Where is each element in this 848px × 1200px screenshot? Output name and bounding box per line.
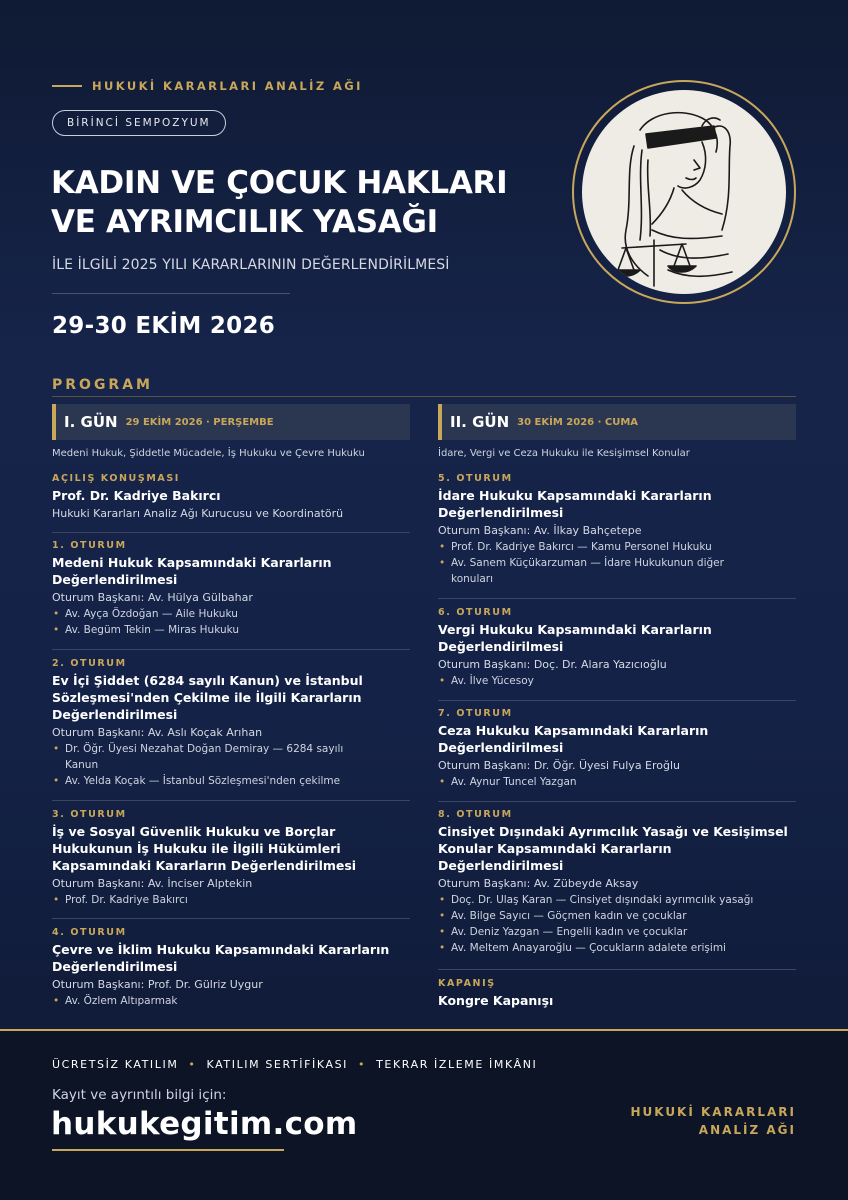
divider [52,532,410,533]
session-label: 1. OTURUM [52,540,127,551]
speaker-item: • Av. Aynur Tuncel Yazgan [438,774,796,790]
symposium-badge: BİRİNCİ SEMPOZYUM [52,110,226,136]
session-title [52,672,410,723]
brand-line: HUKUKİ KARARLARI [630,1105,796,1119]
session-chair: Oturum Başkanı: Prof. Dr. Gülriz Uygur [52,978,263,991]
session-chair: Oturum Başkanı: Av. İnciser Alptekin [52,877,253,890]
session-title [438,722,796,756]
session-title-line: Değerlendirilmesi [438,740,564,755]
closing-label: KAPANIŞ [438,978,496,989]
session-chair: Oturum Başkanı: Av. İlkay Bahçetepe [438,524,642,537]
session-title-line: Ceza Hukuku Kapsamındaki Kararların [438,723,709,738]
event-date: 29-30 EKİM 2026 [52,313,276,339]
feature-list [52,1058,537,1071]
registration-text: Kayıt ve ayrıntılı bilgi için: [52,1087,227,1103]
speaker-item: • Prof. Dr. Kadriye Bakırcı [52,892,410,908]
session-7 [438,707,796,790]
speaker-item-continued [438,571,796,587]
closing-title: Kongre Kapanışı [438,993,554,1008]
feature-item: TEKRAR İZLEME İMKÂNI [376,1058,538,1071]
session-label: 4. OTURUM [52,927,127,938]
day1-name: I. GÜN [64,413,118,431]
session-title [438,823,796,874]
day2-description: İdare, Vergi ve Ceza Hukuku ile Kesişimsel Konular [438,448,690,459]
speaker-item-text: Kanun [65,759,99,771]
day2-header [438,404,796,440]
day2-name: II. GÜN [450,413,510,431]
feature-item: ÜCRETSİZ KATILIM [52,1058,179,1071]
session-label: 2. OTURUM [52,658,127,669]
speaker-item: • Av. Ayça Özdoğan — Aile Hukuku [52,606,410,622]
brand-line: ANALİZ AĞI [698,1123,796,1137]
day1-date: 29 EKİM 2026 · PERŞEMBE [125,416,274,428]
title-line-1: KADIN VE ÇOCUK HAKLARI [51,165,508,201]
opening-role: Hukuki Kararları Analiz Ağı Kurucusu ve Koordinatörü [52,507,344,520]
session-4 [52,926,410,1009]
session-title-line: Kapsamındaki Kararların Değerlendirilmesi [52,858,357,873]
day1-header [52,404,410,440]
session-title-line: Medeni Hukuk Kapsamındaki Kararların [52,555,332,570]
org-rule [52,85,82,87]
divider [438,801,796,802]
subtitle-divider [52,293,290,294]
session-label: 8. OTURUM [438,809,513,820]
divider [438,969,796,970]
title-line-2: VE AYRIMCILIK YASAĞI [51,204,438,240]
session-title-line: Değerlendirilmesi [438,858,564,873]
session-title-line: Değerlendirilmesi [52,959,178,974]
speaker-item-continued [52,757,410,773]
session-title-line: İdare Hukuku Kapsamındaki Kararların [438,488,712,503]
speaker-item: • Av. Deniz Yazgan — Engelli kadın ve çocuklar [438,924,796,940]
opening-label: AÇILIŞ KONUŞMASI [52,473,180,484]
feature-item: KATILIM SERTİFİKASI [206,1058,349,1071]
session-title-line: Çevre ve İklim Hukuku Kapsamındaki Kararların [52,942,390,957]
session-title [52,941,410,975]
session-2 [52,657,410,789]
session-title-line: Sözleşmesi'nden Çekilme ile İlgili Kararların [52,690,362,705]
session-8 [438,808,796,956]
session-title-line: Değerlendirilmesi [52,707,178,722]
session-chair: Oturum Başkanı: Doç. Dr. Alara Yazıcıoğlu [438,658,667,671]
opening-speaker: Prof. Dr. Kadriye Bakırcı [52,488,221,503]
footer-brand [630,1103,796,1139]
session-label: 7. OTURUM [438,708,513,719]
session-label: 3. OTURUM [52,809,127,820]
session-title-line: Değerlendirilmesi [52,572,178,587]
divider [438,598,796,599]
organization-line [52,79,363,93]
speaker-item: • Dr. Öğr. Üyesi Nezahat Doğan Demiray — 6284 sayılı [52,741,410,757]
session-title-line: Değerlendirilmesi [438,505,564,520]
lady-justice-icon [582,90,786,294]
divider [438,700,796,701]
session-title-line: Hukukunun İş Hukuku ile İlgili Hükümleri [52,841,341,856]
session-title [438,621,796,655]
opening-speech [52,472,410,522]
session-title-line: Vergi Hukuku Kapsamındaki Kararların [438,622,712,637]
session-title-line: Konular Kapsamındaki Kararların [438,841,672,856]
session-chair: Oturum Başkanı: Av. Hülya Gülbahar [52,591,253,604]
speaker-item: • Av. Meltem Anayaroğlu — Çocukların adalete erişimi [438,940,796,956]
session-title-line: Ev İçi Şiddet (6284 sayılı Kanun) ve İstanbul [52,673,363,688]
closing [438,977,796,1009]
speaker-item: • Av. Sanem Küçükarzuman — İdare Hukukunun diğer [438,555,796,571]
session-1 [52,539,410,638]
url-underline [52,1149,284,1151]
session-chair: Oturum Başkanı: Av. Zübeyde Aksay [438,877,639,890]
session-title-line: Cinsiyet Dışındaki Ayrımcılık Yasağı ve Kesişimsel [438,824,788,839]
bullet-icon: • [188,1058,197,1071]
speaker-item-text: konuları [451,573,494,585]
session-label: 6. OTURUM [438,607,513,618]
bullet-icon: • [358,1058,367,1071]
divider [52,800,410,801]
program-divider [52,396,796,397]
speaker-item: • Av. Bilge Sayıcı — Göçmen kadın ve çocuklar [438,908,796,924]
page-subtitle: İLE İLGİLİ 2025 YILI KARARLARININ DEĞERLENDİRİLMESİ [52,257,450,273]
speaker-item: • Doç. Dr. Ulaş Karan — Cinsiyet dışındaki ayrımcılık yasağı [438,892,796,908]
program-label: PROGRAM [52,377,153,393]
session-title [52,823,410,874]
session-title [438,487,796,521]
session-title [52,554,410,588]
session-5 [438,472,796,587]
footer-gold-rule [0,1029,848,1031]
day1-description: Medeni Hukuk, Şiddetle Mücadele, İş Hukuku ve Çevre Hukuku [52,448,365,459]
session-chair: Oturum Başkanı: Dr. Öğr. Üyesi Fulya Eroğlu [438,759,681,772]
session-chair: Oturum Başkanı: Av. Aslı Koçak Arıhan [52,726,263,739]
organization-name: HUKUKİ KARARLARI ANALİZ AĞI [92,79,363,93]
divider [52,918,410,919]
website-link[interactable]: hukukegitim.com [51,1106,358,1142]
page-title [51,164,507,242]
session-label: 5. OTURUM [438,473,513,484]
session-title-line: Değerlendirilmesi [438,639,564,654]
speaker-item: • Prof. Dr. Kadriye Bakırcı — Kamu Personel Hukuku [438,539,796,555]
session-title-line: İş ve Sosyal Güvenlik Hukuku ve Borçlar [52,824,336,839]
speaker-item: • Av. Yelda Koçak — İstanbul Sözleşmesi'nden çekilme [52,773,410,789]
speaker-item: • Av. Özlem Altıparmak [52,993,410,1009]
lady-justice-illustration [582,90,786,294]
session-3 [52,808,410,908]
divider [52,649,410,650]
speaker-item: • Av. Begüm Tekin — Miras Hukuku [52,622,410,638]
session-6 [438,606,796,689]
day2-date: 30 EKİM 2026 · CUMA [517,416,639,428]
speaker-item: • Av. İlve Yücesoy [438,673,796,689]
